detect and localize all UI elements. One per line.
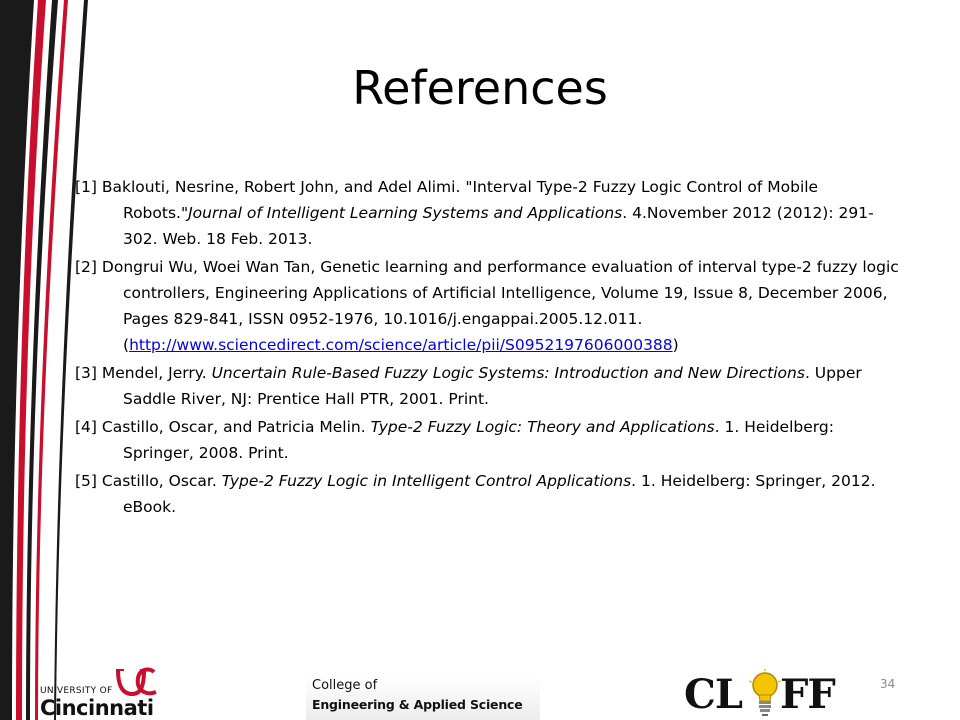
reference-details: ) — [672, 336, 679, 354]
cliff-logo-right: FF — [780, 671, 835, 718]
reference-text: Castillo, Oscar. — [96, 472, 222, 490]
reference-item — [75, 468, 903, 520]
reference-book-title: Type-2 Fuzzy Logic in Intelligent Control Applications — [221, 472, 632, 490]
reference-text: Castillo, Oscar, and Patricia Melin. — [96, 418, 371, 436]
reference-number: [4] — [75, 418, 97, 436]
ceas-logo-line2: Engineering & Applied Science — [312, 697, 523, 712]
reference-details: . 1. Heidelberg: Springer, 2012. eBook. — [123, 472, 876, 516]
reference-text: Baklouti, Nesrine, Robert John, and Adel Alimi. "Interval Type-2 Fuzzy Logic Control of Mobile Robots." — [96, 178, 819, 222]
reference-item — [75, 254, 903, 358]
reference-book-title: Uncertain Rule-Based Fuzzy Logic Systems: Introduction and New Directions — [211, 364, 805, 382]
reference-item — [75, 360, 903, 412]
reference-number: [5] — [75, 472, 97, 490]
uc-logo — [40, 664, 158, 720]
uc-logo-line2: Cincinnati — [40, 696, 154, 720]
uc-logo-line1: UNIVERSITY OF — [40, 686, 113, 696]
reference-text: Dongrui Wu, Woei Wan Tan, Genetic learning and performance evaluation of interval type-2 fuzzy logic controllers, Engineering Applications of Artificial Intelligence, Volume 19, Issue 8, December 2006, Pages 829-841, ISSN 0952-1976, 10.1016/j.engappai.2005.12.011. ( — [96, 258, 899, 354]
reference-item — [75, 174, 903, 252]
lightbulb-icon — [748, 669, 782, 719]
reference-journal-title: Journal of Intelligent Learning Systems and Applications — [188, 204, 623, 222]
reference-details: . Upper Saddle River, NJ: Prentice Hall PTR, 2001. Print. — [123, 364, 862, 408]
cliff-logo-left: CL — [684, 671, 742, 718]
reference-book-title: Type-2 Fuzzy Logic: Theory and Applications — [370, 418, 715, 436]
reference-text: Mendel, Jerry. — [96, 364, 212, 382]
reference-details: . 1. Heidelberg: Springer, 2008. Print. — [123, 418, 834, 462]
page-number: 34 — [880, 677, 896, 691]
uc-monogram-icon — [114, 664, 158, 698]
reference-item — [75, 414, 903, 466]
reference-details: . 4.November 2012 (2012): 291-302. Web. 18 Feb. 2013. — [123, 204, 874, 248]
cliff-logo — [684, 667, 844, 720]
reference-link[interactable]: http://www.sciencedirect.com/science/article/pii/S0952197606000388 — [129, 336, 673, 354]
ceas-logo-line1: College of — [312, 678, 378, 693]
slide-title: References — [352, 61, 608, 115]
reference-number: [2] — [75, 258, 97, 276]
reference-number: [3] — [75, 364, 97, 382]
ceas-logo — [306, 676, 540, 720]
references-list — [75, 174, 903, 522]
reference-number: [1] — [75, 178, 97, 196]
